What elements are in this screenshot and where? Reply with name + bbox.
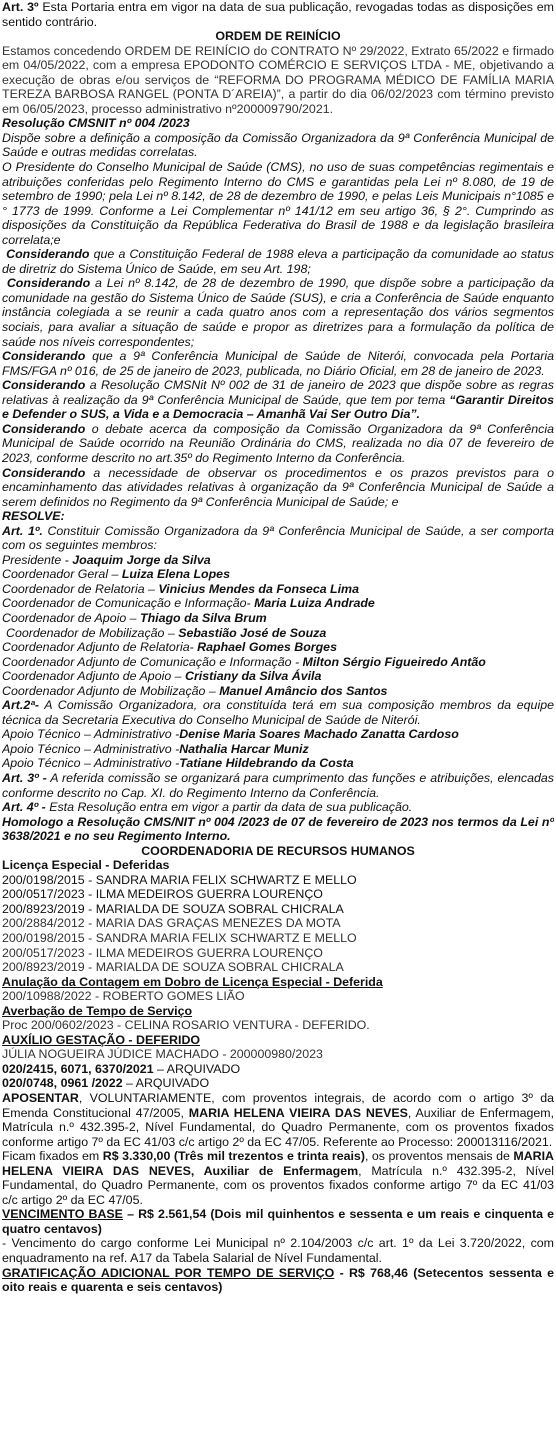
considerando-label: Considerando bbox=[2, 378, 86, 393]
resolution-art1 bbox=[2, 524, 554, 553]
vencimento-text: - Vencimento do cargo conforme Lei Municipal nº 2.104/2003 c/c art. 1º da Lei 3.720/2022, com enquadramento na ref. A17 da Tabela Salarial de Nível Fundamental. bbox=[2, 1236, 554, 1266]
section-title: ORDEM DE REINÍCIO bbox=[215, 29, 341, 44]
member-line: Coordenador Adjunto de Comunicação e Informação - Milton Sérgio Figueiredo Antão bbox=[2, 654, 486, 669]
member-line: Coordenador de Mobilização – Sebastião José de Souza bbox=[6, 625, 327, 640]
resolution-intro: O Presidente do Conselho Municipal de Saúde (CMS), no uso de suas competências regimentais e atribuições conferidas pelo Regimento Interno do CMS e garantidas pela Lei nº 8.080, de 19 de setembro de 1990; pela Lei nº 8.142, de 28 de dezembro de 1990, e pelas Leis Municipais n°1085 e ° 1773 de 1999. Conforme a Lei Complementar nº 141/12 em seu artigo 36, § 2°. Cumprindo as disposições da Constituição da República Federativa do Brasil de 1988 e da legislação brasileira correlata;e bbox=[2, 160, 554, 247]
considerando-label: Considerando bbox=[2, 421, 86, 436]
arquivado-line: 020/2415, 6071, 6370/2021 – ARQUIVADO bbox=[2, 1061, 241, 1076]
member-line: Coordenador de Relatoria – Vinicius Mendes da Fonseca Lima bbox=[2, 581, 359, 596]
licenca-item: 200/8923/2019 - MARIALDA DE SOUZA SOBRAL CHICRALA bbox=[2, 901, 344, 916]
considerando-2 bbox=[2, 276, 554, 349]
resolution-art2 bbox=[2, 698, 554, 727]
member-line: Coordenador de Comunicação e Informação- Maria Luiza Andrade bbox=[2, 596, 375, 611]
apoio-line: Apoio Técnico – Administrativo -Nathalia Harcar Muniz bbox=[2, 741, 309, 756]
considerando-text: a Resolução CMSNit Nº 002 de 31 de janeiro de 2023 que dispõe sobre as regras relativas à realização da 9ª Conferência Municipal de Saúde, que tem por tema bbox=[2, 378, 554, 407]
auxilio-header: AUXÍLIO GESTAÇÃO - DEFERIDO bbox=[2, 1032, 201, 1047]
apoio-line: Apoio Técnico – Administrativo -Tatiane Hildebrando da Costa bbox=[2, 756, 354, 771]
licenca-item: 200/0517/2023 - ILMA MEDEIROS GUERRA LOURENÇO bbox=[2, 887, 323, 902]
licenca-item: 200/0517/2023 - ILMA MEDEIROS GUERRA LOURENÇO bbox=[2, 945, 323, 960]
vencimento-base: VENCIMENTO BASE – R$ 2.561,54 (Dois mil quinhentos e sessenta e um reais e cinquenta e quatro centavos) bbox=[2, 1207, 554, 1236]
considerando-label: Considerando bbox=[2, 465, 86, 480]
anulacao-item: 200/10988/2022 - ROBERTO GOMES LIÃO bbox=[2, 989, 245, 1004]
member-line: Coordenador Geral – Luiza Elena Lopes bbox=[2, 567, 230, 582]
considerando-text: que a 9ª Conferência Municipal de Saúde de Niterói, convocada pela Portaria FMS/FGA nº 016, de 25 de janeiro de 2023, publicada, no Diário Oficial, em 28 de janeiro de 2023. bbox=[2, 349, 554, 378]
member-name: Thiago da Silva Brum bbox=[140, 610, 267, 625]
homologation: Homologo a Resolução CMS/NIT nº 004 /2023 de 07 de fevereiro de 2023 nos termos da Lei nº 3638/2021 e no seu Regimento Interno. bbox=[2, 814, 554, 844]
art-label: Art. 3º bbox=[2, 0, 39, 14]
member-name: Cristiany da Silva Ávila bbox=[185, 669, 322, 684]
member-name: Luiza Elena Lopes bbox=[121, 567, 230, 582]
member-line: Coordenador de Apoio – Thiago da Silva Brum bbox=[2, 610, 267, 625]
considerando-text: que a Constituição Federal de 1988 eleva a participação da comunidade ao status de diretriz do Sistema Único de Saúde, em seu Art. 198; bbox=[2, 247, 554, 276]
resolve-heading: RESOLVE: bbox=[2, 509, 65, 524]
resolution-ementa: Dispõe sobre a definição a composição da Comissão Organizadora da 9ª Conferência Municipal de Saúde e outras medidas correlatas. bbox=[2, 130, 554, 160]
resolution-art3 bbox=[2, 771, 554, 800]
apoio-name: Tatiane Hildebrando da Costa bbox=[179, 756, 354, 771]
member-name: Maria Luiza Andrade bbox=[254, 596, 375, 611]
member-line: Coordenador Adjunto de Mobilização – Manuel Amâncio dos Santos bbox=[2, 683, 388, 698]
averbacao-header: Averbação de Tempo de Serviço bbox=[2, 1003, 193, 1018]
licenca-item: 200/8923/2019 - MARIALDA DE SOUZA SOBRAL CHICRALA bbox=[2, 960, 344, 975]
apoio-name: Nathalia Harcar Muniz bbox=[179, 741, 309, 756]
art-text: Esta Portaria entra em vigor na data de sua publicação, revogadas todas as disposições em sentido contrário. bbox=[2, 0, 554, 29]
art-label: Art. 1º. bbox=[2, 523, 43, 538]
gratificacao: GRATIFICAÇÃO ADICIONAL POR TEMPO DE SERVIÇO - R$ 768,46 (Setecentos sessenta e oito reais e quarenta e seis centavos) bbox=[2, 1265, 554, 1295]
member-name: Manuel Amâncio dos Santos bbox=[219, 683, 388, 698]
considerando-6 bbox=[2, 466, 554, 510]
aposentadoria-text: APOSENTAR, VOLUNTARIAMENTE, com proventos integrais, de acordo com o artigo 3º da Emenda Constitucional 47/2005, MARIA HELENA VIEIRA DAS NEVES, Auxiliar de Enfermagem, Matrícula n.º 432.395-2, Nível Fundamental, do Quadro Permanente, com os proventos fixados conforme artigo 7º da EC 41/03 c/c artigo 2º da EC 47/05. Referente ao Processo: 200013116/2021. bbox=[2, 1091, 554, 1149]
art-text: A Comissão Organizadora, ora constituída terá em sua composição membros da equipe técnica da Secretaria Executiva do Conselho Municipal de Saúde de Niterói. bbox=[2, 698, 554, 727]
member-name: Joaquim Jorge da Silva bbox=[72, 552, 211, 567]
considerando-5 bbox=[2, 422, 554, 466]
averbacao-item: Proc 200/0602/2023 - CELINA ROSARIO VENTURA - DEFERIDO. bbox=[2, 1018, 370, 1033]
licenca-header: Licença Especial - Deferidas bbox=[2, 858, 170, 873]
member-line: Coordenador Adjunto de Apoio – Cristiany da Silva Ávila bbox=[2, 669, 322, 684]
licenca-item: 200/0198/2015 - SANDRA MARIA FELIX SCHWARTZ E MELLO bbox=[2, 872, 357, 887]
art-text: A referida comissão se organizará para cumprimento das funções e atribuições, elencadas conforme descrito no Cap. XI. do Regimento Interno da Conferência. bbox=[2, 770, 554, 800]
art-text: Constituir Comissão Organizadora da 9ª Conferência Municipal de Saúde, a ser comporta com os seguintes membros: bbox=[2, 523, 554, 553]
considerando-label: Considerando bbox=[6, 276, 91, 291]
considerando-text: o debate acerca da composição da Comissão Organizadora da 9ª Conferência Municipal de Saúde ocorrido na Reunião Ordinária do CMS, realizada no dia 07 de fevereiro de 2023, conforme descrito no art.35º do Regimento Interno da Conferência. bbox=[2, 421, 554, 465]
member-line: Presidente - Joaquim Jorge da Silva bbox=[2, 552, 211, 567]
considerando-text: a Lei nº 8.142, de 28 de dezembro de 1990, que dispõe sobre a participação da comunidade na gestão do Sistema Único de Saúde (SUS), e cria a Conferência de Saúde enquanto instância colegiada a se reunir a cada quatro anos com a representação dos vários segmentos sociais, para avaliar a situação de saúde e propor as diretrizes para a formulação da política de saúde nos níveis correspondentes; bbox=[2, 276, 554, 349]
licenca-item: 200/0198/2015 - SANDRA MARIA FELIX SCHWARTZ E MELLO bbox=[2, 931, 357, 945]
art-label: Art. 3º - bbox=[2, 770, 47, 785]
section-title: COORDENADORIA DE RECURSOS HUMANOS bbox=[141, 843, 415, 858]
considerando-text: a necessidade de observar os procedimentos e os prazos previstos para o encaminhamento das atividades relativas à organização da 9ª Conferência Municipal de Saúde a serem definidos no Regimento da 9ª Conferência Municipal de Saúde; e bbox=[2, 465, 554, 509]
considerando-4 bbox=[2, 378, 554, 422]
apoio-list bbox=[2, 727, 554, 771]
licenca-item: 200/2884/2012 - MARIA DAS GRAÇAS MENEZES DA MOTA bbox=[2, 916, 341, 931]
arquivado-line: 020/0748, 0961 /2022 – ARQUIVADO bbox=[2, 1076, 210, 1091]
considerando-1 bbox=[2, 247, 554, 276]
proventos-text: Ficam fixados em R$ 3.330,00 (Três mil trezentos e trinta reais), os proventos mensais de MARIA HELENA VIEIRA DAS NEVES, Auxiliar de Enfermagem, Matrícula n.º 432.395-2, Nível Fundamental, do Quadro Permanente, com os proventos fixados conforme artigo 7º da EC 41/03 c/c artigo 2º da EC 47/05. bbox=[2, 1149, 554, 1207]
member-name: Vinicius Mendes da Fonseca Lima bbox=[158, 581, 359, 596]
art-label: Art. 4º - bbox=[2, 800, 46, 815]
member-list bbox=[2, 553, 554, 698]
portaria-art3 bbox=[2, 0, 554, 29]
considerando-label: Considerando bbox=[2, 349, 86, 364]
considerando-label: Considerando bbox=[6, 247, 90, 262]
auxilio-item: JÚLIA NOGUEIRA JÚDICE MACHADO - 200000980/2023 bbox=[2, 1047, 323, 1062]
resolution-art4 bbox=[2, 800, 554, 815]
resolution-title: Resolução CMSNIT nº 004 /2023 bbox=[2, 116, 190, 131]
member-name: Raphael Gomes Borges bbox=[197, 640, 337, 655]
considerando-3 bbox=[2, 349, 554, 378]
anulacao-header: Anulação da Contagem em Dobro de Licença Especial - Deferida bbox=[2, 974, 383, 989]
apoio-name: Denise Maria Soares Machado Zanatta Cardoso bbox=[179, 727, 459, 742]
member-line: Coordenador Adjunto de Relatoria- Raphael Gomes Borges bbox=[2, 640, 337, 655]
art-label: Art.2ª- bbox=[2, 698, 39, 713]
conference-theme: “Garantir Direitos e Defender o SUS, a Vida e a Democracia – Amanhã Vai Ser Outro Dia”. bbox=[2, 392, 554, 422]
art-text: Esta Resolução entra em vigor a partir da data de sua publicação. bbox=[45, 800, 413, 815]
apoio-line: Apoio Técnico – Administrativo -Denise Maria Soares Machado Zanatta Cardoso bbox=[2, 727, 459, 742]
member-name: Sebastião José de Souza bbox=[178, 625, 327, 640]
member-name: Milton Sérgio Figueiredo Antão bbox=[302, 654, 486, 669]
ordem-reinicio-text: Estamos concedendo ORDEM DE REINÍCIO do CONTRATO Nº 29/2022, Extrato 65/2022 e firmado em 04/05/2022, com a empresa EPODONTO COMÉRCIO E SERVIÇOS LTDA - ME, objetivando a execução de obras e/ou serviços de “REFORMA DO PROGRAMA MÉDICO DE FAMÍLIA MARIA TEREZA BARBOSA RANGEL (PONTA D´AREIA)”, a partir do dia 06/02/2023 com término previsto em 06/05/2023, processo administrativo nº200009790/2021. bbox=[2, 43, 554, 116]
